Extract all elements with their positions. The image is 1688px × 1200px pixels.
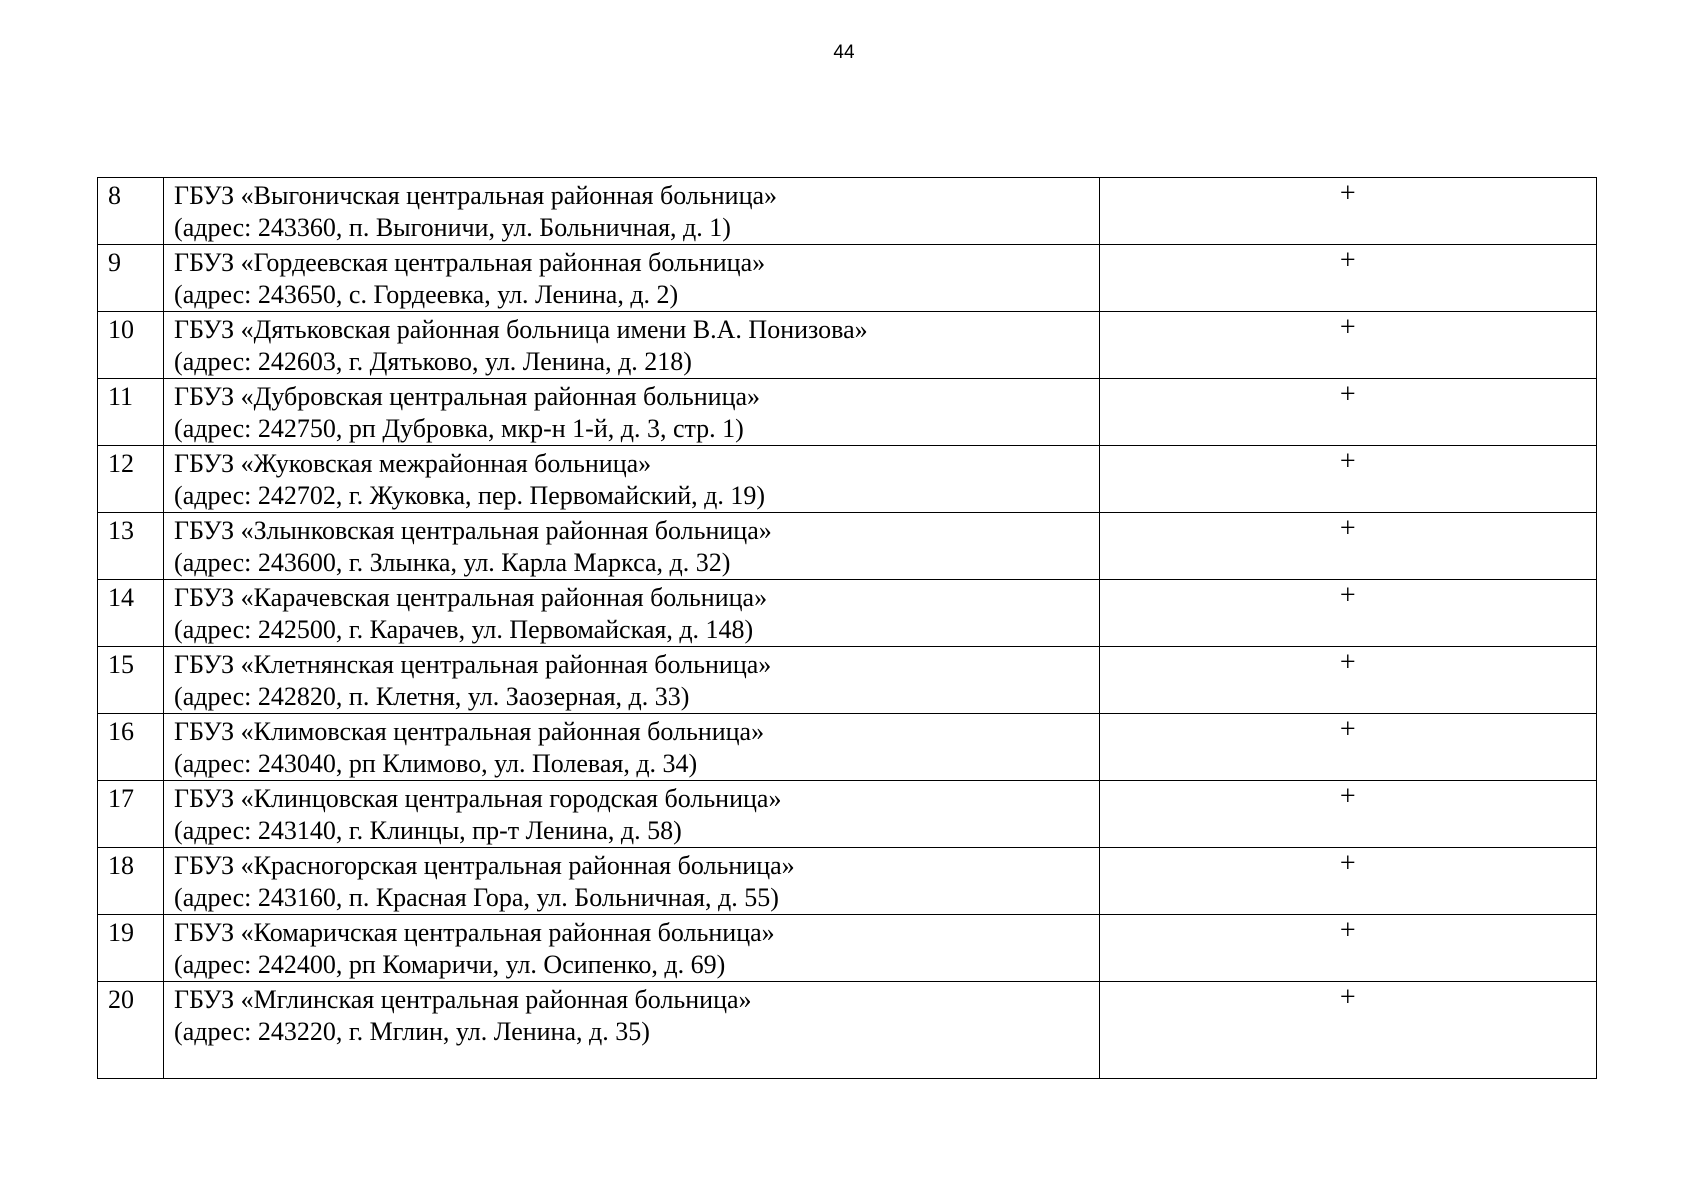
institution-cell [164, 915, 1100, 982]
institution-address: (адрес: 242820, п. Клетня, ул. Заозерная, д. 33) [174, 682, 690, 711]
mark-cell: + [1099, 647, 1596, 714]
table-row [98, 178, 1597, 245]
institution-address: (адрес: 242400, рп Комаричи, ул. Осипенко, д. 69) [174, 950, 726, 979]
institution-cell [164, 781, 1100, 848]
table-row [98, 714, 1597, 781]
institution-address: (адрес: 243160, п. Красная Гора, ул. Больничная, д. 55) [174, 883, 779, 912]
institution-name: ГБУЗ «Комаричская центральная районная больница» [174, 918, 775, 947]
institution-cell [164, 848, 1100, 915]
mark-cell: + [1099, 379, 1596, 446]
institution-address: (адрес: 242500, г. Карачев, ул. Первомайская, д. 148) [174, 615, 754, 644]
mark-cell: + [1099, 781, 1596, 848]
institution-address: (адрес: 243140, г. Клинцы, пр-т Ленина, д. 58) [174, 816, 682, 845]
row-number: 18 [98, 848, 164, 915]
institution-cell [164, 580, 1100, 647]
institution-name: ГБУЗ «Злынковская центральная районная больница» [174, 516, 772, 545]
table-row [98, 513, 1597, 580]
institution-address: (адрес: 242603, г. Дятьково, ул. Ленина, д. 218) [174, 347, 692, 376]
mark-cell: + [1099, 848, 1596, 915]
row-number: 12 [98, 446, 164, 513]
institution-cell [164, 513, 1100, 580]
institution-name: ГБУЗ «Клетнянская центральная районная больница» [174, 650, 772, 679]
mark-cell: + [1099, 513, 1596, 580]
row-number: 11 [98, 379, 164, 446]
row-number: 17 [98, 781, 164, 848]
institution-name: ГБУЗ «Карачевская центральная районная больница» [174, 583, 768, 612]
institution-cell [164, 647, 1100, 714]
table-row [98, 848, 1597, 915]
row-number: 15 [98, 647, 164, 714]
institution-name: ГБУЗ «Гордеевская центральная районная больница» [174, 248, 766, 277]
table-row [98, 915, 1597, 982]
mark-cell: + [1099, 178, 1596, 245]
table-row [98, 647, 1597, 714]
table-row [98, 982, 1597, 1079]
institution-cell [164, 312, 1100, 379]
row-number: 16 [98, 714, 164, 781]
mark-cell: + [1099, 982, 1596, 1079]
page-number: 44 [833, 42, 855, 63]
institution-cell [164, 982, 1100, 1079]
institution-name: ГБУЗ «Дятьковская районная больница имени В.А. Понизова» [174, 315, 868, 344]
table-row [98, 312, 1597, 379]
institution-name: ГБУЗ «Клинцовская центральная городская больница» [174, 784, 782, 813]
row-number: 20 [98, 982, 164, 1079]
table-row [98, 245, 1597, 312]
institution-address: (адрес: 242702, г. Жуковка, пер. Первомайский, д. 19) [174, 481, 766, 510]
institution-name: ГБУЗ «Выгоничская центральная районная больница» [174, 181, 778, 210]
table-row [98, 580, 1597, 647]
mark-cell: + [1099, 446, 1596, 513]
mark-cell: + [1099, 915, 1596, 982]
table-row [98, 446, 1597, 513]
row-number: 14 [98, 580, 164, 647]
institution-cell [164, 379, 1100, 446]
table-row [98, 379, 1597, 446]
row-number: 19 [98, 915, 164, 982]
table-row [98, 781, 1597, 848]
institution-cell [164, 245, 1100, 312]
mark-cell: + [1099, 580, 1596, 647]
institution-name: ГБУЗ «Дубровская центральная районная больница» [174, 382, 761, 411]
institution-address: (адрес: 243650, с. Гордеевка, ул. Ленина, д. 2) [174, 280, 679, 309]
institution-address: (адрес: 243600, г. Злынка, ул. Карла Маркса, д. 32) [174, 548, 731, 577]
institution-name: ГБУЗ «Жуковская межрайонная больница» [174, 449, 652, 478]
mark-cell: + [1099, 714, 1596, 781]
hospital-table-body [98, 178, 1597, 1079]
row-number: 10 [98, 312, 164, 379]
institution-address: (адрес: 242750, рп Дубровка, мкр-н 1-й, д. 3, стр. 1) [174, 414, 744, 443]
mark-cell: + [1099, 245, 1596, 312]
institution-cell [164, 446, 1100, 513]
row-number: 8 [98, 178, 164, 245]
institution-name: ГБУЗ «Мглинская центральная районная больница» [174, 985, 752, 1014]
institution-address: (адрес: 243040, рп Климово, ул. Полевая, д. 34) [174, 749, 698, 778]
row-number: 9 [98, 245, 164, 312]
institution-address: (адрес: 243220, г. Мглин, ул. Ленина, д. 35) [174, 1017, 650, 1046]
institution-name: ГБУЗ «Красногорская центральная районная больница» [174, 851, 795, 880]
institution-cell [164, 714, 1100, 781]
row-number: 13 [98, 513, 164, 580]
mark-cell: + [1099, 312, 1596, 379]
institution-address: (адрес: 243360, п. Выгоничи, ул. Больничная, д. 1) [174, 213, 731, 242]
institution-cell [164, 178, 1100, 245]
hospital-table [97, 177, 1597, 1079]
institution-name: ГБУЗ «Климовская центральная районная больница» [174, 717, 765, 746]
